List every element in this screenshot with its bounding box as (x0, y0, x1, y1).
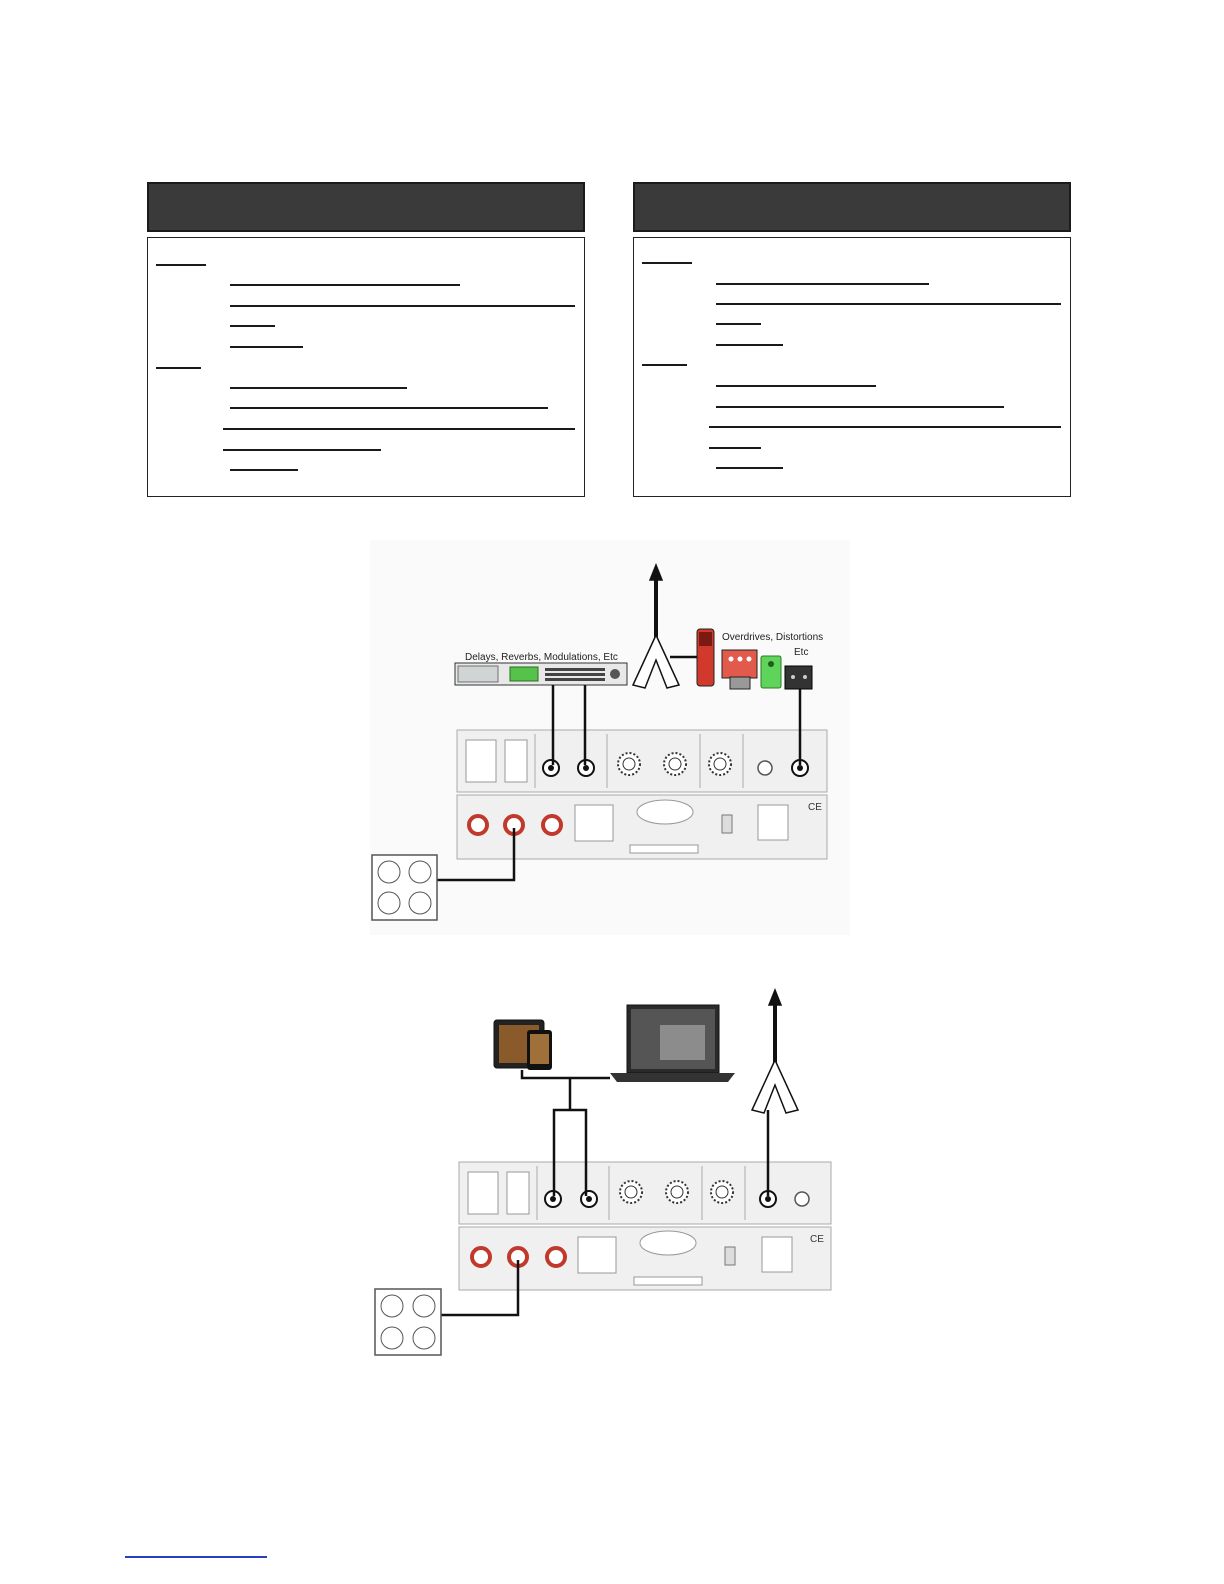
speaker-cabinet-2 (375, 1289, 441, 1355)
pedals-label-2: Etc (794, 647, 809, 658)
footnote-separator (125, 1556, 267, 1558)
svg-text:CE: CE (808, 802, 822, 813)
laptop-icon (610, 1005, 735, 1082)
effects-label: Delays, Reverbs, Modulations, Etc (465, 652, 618, 663)
guitar-icon-2 (752, 990, 798, 1113)
pedals-label: Overdrives, Distortions (722, 632, 824, 643)
amp-rear-panel-2 (459, 1162, 831, 1224)
tablet-phone-icon (494, 1020, 552, 1070)
svg-text:CE: CE (810, 1234, 824, 1245)
amp-rear-panel-2-lower (459, 1227, 831, 1290)
